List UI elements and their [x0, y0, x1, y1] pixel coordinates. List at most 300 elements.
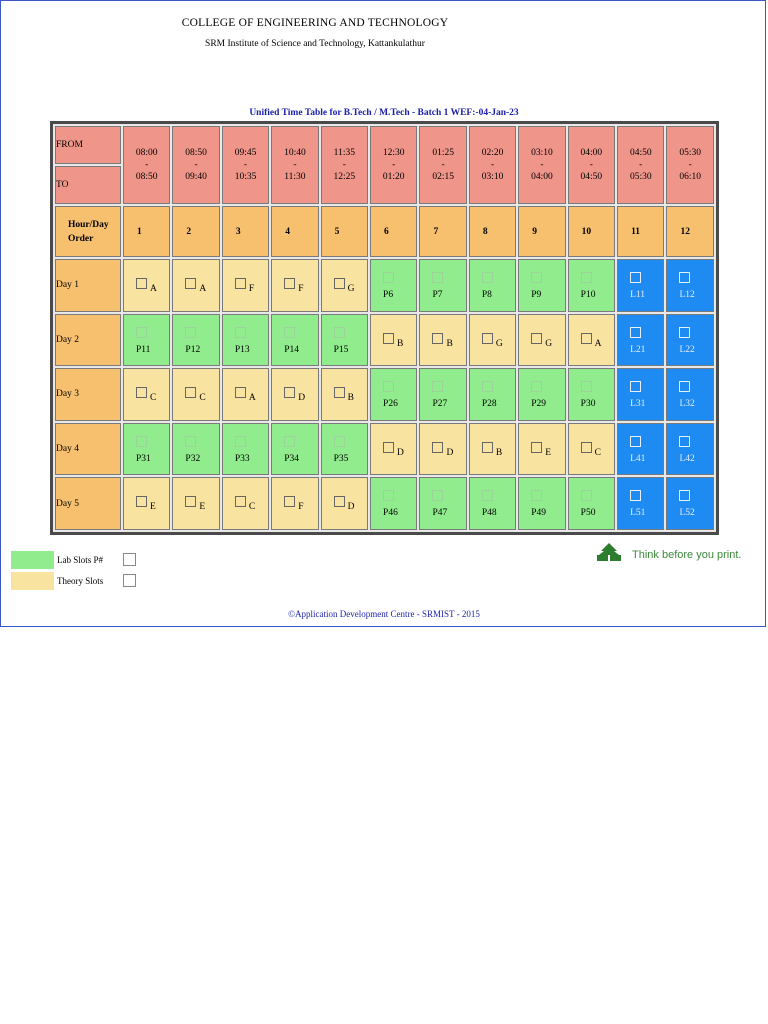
slot-code: P26 — [383, 399, 398, 410]
time-dash: - — [490, 160, 495, 171]
slot-cell[interactable] — [469, 423, 516, 476]
hour-day-order-cell — [55, 206, 121, 257]
hour-number: 12 — [680, 226, 690, 237]
slot-checkbox[interactable] — [185, 496, 196, 507]
hour-number: 9 — [532, 226, 537, 237]
slot-cell[interactable] — [222, 368, 269, 421]
time-dash: - — [392, 160, 396, 171]
slot-cell[interactable] — [419, 314, 466, 367]
slot-code: L11 — [630, 289, 646, 300]
time-dash: - — [342, 160, 346, 171]
slot-cell[interactable] — [321, 314, 368, 367]
slot-code: E — [199, 502, 206, 513]
slot-checkbox[interactable] — [531, 381, 542, 392]
tree-icon — [597, 543, 625, 563]
hour-number: 4 — [285, 226, 290, 237]
slot-cell[interactable] — [123, 314, 170, 367]
order-label-line-2: Order — [68, 233, 94, 244]
slot-checkbox[interactable] — [235, 436, 246, 447]
college-name: COLLEGE OF ENGINEERING AND TECHNOLOGY — [181, 17, 449, 29]
day-row — [55, 423, 714, 476]
time-range — [272, 147, 317, 183]
hour-number-cell — [123, 206, 170, 257]
slot-code: P29 — [531, 399, 547, 410]
slot-cell[interactable] — [666, 423, 714, 476]
time-range — [371, 147, 416, 183]
slot-checkbox[interactable] — [482, 333, 493, 344]
to-label: TO — [56, 180, 69, 191]
to-label-cell — [55, 166, 121, 204]
time-dash: - — [540, 160, 544, 171]
slot-code: D — [397, 447, 404, 458]
time-to: 04:50 — [580, 172, 603, 183]
slot-code: A — [248, 393, 256, 404]
day-label-cell — [55, 314, 121, 367]
slot-cell[interactable] — [568, 314, 615, 367]
slot-checkbox[interactable] — [235, 387, 246, 398]
slot-code: P11 — [136, 344, 151, 355]
slot-cell[interactable] — [172, 423, 219, 476]
slot-code: C — [199, 393, 206, 404]
slot-code: C — [594, 447, 601, 458]
slot-checkbox[interactable] — [383, 272, 394, 283]
slot-cell[interactable] — [123, 477, 170, 530]
time-slot-cell — [617, 126, 664, 204]
time-dash: - — [293, 160, 297, 171]
slot-checkbox[interactable] — [630, 327, 641, 338]
slot-code: P10 — [580, 289, 596, 300]
slot-checkbox[interactable] — [630, 272, 641, 283]
slot-code: P9 — [531, 289, 542, 300]
slot-code: P12 — [185, 344, 201, 355]
slot-code: P6 — [383, 289, 394, 300]
slot-checkbox[interactable] — [630, 381, 641, 392]
day-row — [55, 368, 714, 421]
slot-code: A — [594, 338, 602, 349]
time-dash: - — [639, 160, 643, 171]
slot-code: L31 — [630, 399, 646, 410]
time-dash: - — [194, 160, 198, 171]
time-range — [173, 147, 218, 183]
time-to: 08:50 — [135, 172, 158, 183]
slot-cell[interactable] — [321, 368, 368, 421]
slot-cell[interactable] — [123, 368, 170, 421]
day-row — [55, 314, 714, 367]
time-from: 12:30 — [382, 148, 405, 159]
time-slot-cell — [518, 126, 565, 204]
slot-code: P7 — [432, 289, 443, 300]
slot-cell[interactable] — [271, 259, 318, 312]
slot-cell[interactable] — [222, 423, 269, 476]
slot-cell[interactable] — [172, 368, 219, 421]
slot-cell[interactable] — [222, 477, 269, 530]
day-label-cell — [55, 368, 121, 421]
order-label-line-1: Hour/Day — [68, 219, 109, 230]
slot-cell[interactable] — [617, 314, 664, 367]
hour-order-row — [55, 206, 714, 257]
slot-cell[interactable] — [271, 314, 318, 367]
slot-cell[interactable] — [321, 477, 368, 530]
hour-number-cell — [222, 206, 269, 257]
slot-code: P15 — [333, 344, 349, 355]
day-row — [55, 477, 714, 530]
slot-cell[interactable] — [469, 368, 516, 421]
legend-theory — [11, 572, 151, 590]
slot-checkbox[interactable] — [383, 333, 394, 344]
time-to: 09:40 — [185, 172, 207, 183]
day-label: Day 1 — [56, 280, 79, 291]
slot-checkbox[interactable] — [531, 272, 542, 283]
time-header-row — [55, 126, 714, 164]
slot-checkbox[interactable] — [482, 272, 493, 283]
time-range — [223, 147, 268, 183]
slot-checkbox[interactable] — [383, 490, 394, 501]
slot-cell[interactable] — [518, 477, 565, 530]
slot-code: L32 — [679, 399, 695, 410]
from-label-cell — [55, 126, 121, 164]
time-dash: - — [441, 160, 445, 171]
time-slot-cell — [123, 126, 170, 204]
slot-code: B — [495, 447, 503, 458]
time-from: 03:10 — [531, 148, 553, 159]
time-slot-cell — [469, 126, 516, 204]
time-from: 08:00 — [135, 148, 158, 159]
time-from: 01:25 — [432, 148, 454, 159]
slot-cell[interactable] — [518, 259, 565, 312]
slot-checkbox[interactable] — [136, 436, 147, 447]
slot-checkbox[interactable] — [581, 381, 592, 392]
slot-cell[interactable] — [518, 368, 565, 421]
slot-cell[interactable] — [419, 368, 466, 421]
slot-code: L21 — [630, 344, 646, 355]
slot-code: F — [298, 502, 304, 513]
slot-code: P35 — [333, 453, 349, 464]
slot-checkbox[interactable] — [334, 327, 345, 338]
hour-number-cell — [271, 206, 318, 257]
slot-code: P14 — [284, 344, 300, 355]
slot-code: P27 — [432, 399, 448, 410]
timetable — [53, 124, 716, 532]
slot-checkbox[interactable] — [383, 442, 394, 453]
slot-checkbox[interactable] — [581, 490, 592, 501]
slot-checkbox[interactable] — [185, 278, 196, 289]
day-label-cell — [55, 259, 121, 312]
slot-code: L51 — [630, 508, 646, 519]
slot-checkbox[interactable] — [432, 272, 443, 283]
hour-day-order-label — [56, 218, 120, 246]
slot-code: D — [446, 447, 454, 458]
slot-code: A — [150, 283, 157, 294]
from-label: FROM — [56, 140, 83, 151]
time-to: 04:00 — [531, 172, 553, 183]
hour-number-cell — [370, 206, 417, 257]
slot-code: L41 — [630, 453, 646, 464]
slot-cell[interactable] — [172, 259, 219, 312]
time-from: 04:00 — [580, 148, 603, 159]
time-dash: - — [145, 160, 149, 171]
time-to: 02:15 — [432, 172, 454, 183]
slot-cell[interactable] — [568, 477, 615, 530]
time-from: 02:20 — [481, 148, 504, 159]
hour-number-cell — [172, 206, 219, 257]
slot-code: P13 — [234, 344, 250, 355]
time-from: 04:50 — [629, 148, 652, 159]
slot-checkbox[interactable] — [284, 496, 295, 507]
slot-checkbox[interactable] — [482, 490, 493, 501]
hour-number: 7 — [433, 226, 439, 237]
slot-code: P47 — [432, 508, 448, 519]
slot-checkbox[interactable] — [185, 387, 196, 398]
slot-code: P49 — [531, 508, 547, 519]
time-to: 11:30 — [284, 172, 306, 183]
time-to: 01:20 — [382, 172, 405, 183]
legend-lab-label: Lab Slots P# — [57, 555, 104, 565]
hour-number-cell — [469, 206, 516, 257]
slot-checkbox[interactable] — [581, 442, 592, 453]
time-range — [618, 147, 663, 183]
hour-number: 2 — [186, 226, 192, 237]
time-slot-cell — [321, 126, 368, 204]
slot-checkbox[interactable] — [482, 442, 493, 453]
slot-cell[interactable] — [123, 423, 170, 476]
slot-cell[interactable] — [370, 314, 417, 367]
slot-checkbox[interactable] — [334, 278, 345, 289]
lab-swatch — [11, 551, 54, 569]
slot-checkbox[interactable] — [235, 278, 246, 289]
slot-cell[interactable] — [666, 259, 714, 312]
slot-cell[interactable] — [666, 368, 714, 421]
slot-checkbox[interactable] — [630, 436, 641, 447]
hour-number: 11 — [631, 226, 641, 237]
slot-cell[interactable] — [370, 368, 417, 421]
slot-checkbox[interactable] — [136, 496, 147, 507]
slot-code: P33 — [234, 453, 250, 464]
hour-number: 5 — [334, 226, 340, 237]
slot-cell[interactable] — [370, 477, 417, 530]
legend-lab-checkbox[interactable] — [123, 553, 136, 566]
legend-lab — [11, 551, 151, 569]
slot-cell[interactable] — [617, 368, 664, 421]
slot-cell[interactable] — [518, 314, 565, 367]
day-label-cell — [55, 423, 121, 476]
slot-cell[interactable] — [222, 259, 269, 312]
time-dash: - — [243, 160, 248, 171]
time-range — [667, 147, 713, 183]
slot-cell[interactable] — [617, 259, 664, 312]
slot-cell[interactable] — [271, 423, 318, 476]
slot-checkbox[interactable] — [334, 496, 345, 507]
slot-code: L12 — [679, 289, 695, 300]
slot-checkbox[interactable] — [581, 333, 592, 344]
day-label: Day 2 — [56, 334, 79, 345]
slot-cell[interactable] — [271, 477, 318, 530]
slot-checkbox[interactable] — [679, 327, 690, 338]
slot-cell[interactable] — [568, 368, 615, 421]
slot-checkbox[interactable] — [383, 381, 394, 392]
slot-cell[interactable] — [469, 314, 516, 367]
print-notice-text: Think before you print. — [632, 549, 742, 561]
slot-code: B — [347, 393, 354, 404]
slot-cell[interactable] — [419, 259, 466, 312]
time-from: 08:50 — [185, 148, 207, 159]
hour-number: 10 — [581, 226, 592, 237]
day-label: Day 4 — [56, 444, 79, 455]
slot-cell[interactable] — [617, 477, 664, 530]
slot-code: B — [397, 338, 404, 349]
time-to: 06:10 — [679, 172, 702, 183]
day-label: Day 5 — [56, 498, 79, 509]
time-range — [322, 147, 367, 183]
time-to: 05:30 — [629, 172, 652, 183]
time-to: 03:10 — [481, 172, 504, 183]
slot-cell[interactable] — [123, 259, 170, 312]
time-slot-cell — [666, 126, 714, 204]
slot-cell[interactable] — [419, 477, 466, 530]
slot-checkbox[interactable] — [185, 327, 196, 338]
slot-code: F — [248, 283, 255, 294]
hour-number-cell — [617, 206, 664, 257]
time-to: 12:25 — [333, 172, 356, 183]
time-to: 10:35 — [234, 172, 257, 183]
timetable-container — [50, 121, 719, 535]
slot-checkbox[interactable] — [235, 496, 246, 507]
slot-checkbox[interactable] — [432, 490, 443, 501]
legend-theory-label: Theory Slots — [57, 576, 104, 586]
slot-checkbox[interactable] — [284, 387, 295, 398]
time-range — [124, 147, 169, 183]
slot-checkbox[interactable] — [284, 436, 295, 447]
time-dash: - — [688, 160, 692, 171]
slot-checkbox[interactable] — [531, 442, 542, 453]
hour-number-cell — [419, 206, 466, 257]
time-range — [519, 147, 564, 183]
slot-checkbox[interactable] — [679, 490, 690, 501]
legend-theory-checkbox[interactable] — [123, 574, 136, 587]
time-slot-cell — [222, 126, 269, 204]
time-dash: - — [589, 160, 593, 171]
slot-checkbox[interactable] — [136, 327, 147, 338]
slot-cell[interactable] — [321, 423, 368, 476]
slot-code: L42 — [679, 453, 695, 464]
slot-cell[interactable] — [666, 477, 714, 530]
slot-code: C — [150, 393, 157, 404]
slot-checkbox[interactable] — [679, 381, 690, 392]
slot-cell[interactable] — [419, 423, 466, 476]
theory-swatch — [11, 572, 54, 590]
slot-cell[interactable] — [617, 423, 664, 476]
slot-code: G — [495, 338, 503, 349]
slot-cell[interactable] — [271, 368, 318, 421]
slot-cell[interactable] — [568, 259, 615, 312]
slot-code: D — [298, 393, 306, 404]
timetable-title: Unified Time Table for B.Tech / M.Tech - Batch 1 WEF:-04-Jan-23 — [249, 108, 519, 118]
slot-cell[interactable] — [172, 477, 219, 530]
slot-checkbox[interactable] — [432, 333, 443, 344]
time-slot-cell — [568, 126, 615, 204]
slot-code: B — [446, 338, 453, 349]
slot-checkbox[interactable] — [531, 490, 542, 501]
slot-checkbox[interactable] — [284, 327, 295, 338]
slot-checkbox[interactable] — [334, 436, 345, 447]
slot-code: P28 — [481, 399, 497, 410]
hour-number: 1 — [137, 226, 142, 237]
slot-cell[interactable] — [222, 314, 269, 367]
slot-checkbox[interactable] — [136, 387, 147, 398]
print-notice — [597, 543, 757, 563]
slot-code: P32 — [185, 453, 201, 464]
slot-code: A — [199, 283, 207, 294]
slot-code: P46 — [383, 508, 398, 519]
slot-checkbox[interactable] — [482, 381, 493, 392]
slot-checkbox[interactable] — [630, 490, 641, 501]
slot-cell[interactable] — [666, 314, 714, 367]
slot-checkbox[interactable] — [334, 387, 345, 398]
slot-checkbox[interactable] — [679, 436, 690, 447]
slot-code: F — [298, 283, 304, 294]
hour-number-cell — [568, 206, 615, 257]
slot-code: P8 — [481, 289, 492, 300]
time-from: 10:40 — [284, 148, 306, 159]
slot-cell[interactable] — [469, 259, 516, 312]
slot-code: G — [545, 338, 553, 349]
time-from: 11:35 — [333, 148, 355, 159]
slot-checkbox[interactable] — [235, 327, 246, 338]
slot-code: C — [248, 502, 256, 513]
time-range — [569, 147, 614, 183]
slot-checkbox[interactable] — [185, 436, 196, 447]
time-from: 05:30 — [679, 148, 702, 159]
time-slot-cell — [172, 126, 219, 204]
slot-code: D — [347, 502, 355, 513]
slot-code: P34 — [284, 453, 300, 464]
time-range — [420, 147, 465, 183]
hour-number: 8 — [482, 226, 488, 237]
slot-cell[interactable] — [370, 423, 417, 476]
slot-checkbox[interactable] — [136, 278, 147, 289]
slot-code: P31 — [136, 453, 151, 464]
slot-code: P48 — [481, 508, 497, 519]
slot-checkbox[interactable] — [679, 272, 690, 283]
slot-cell[interactable] — [518, 423, 565, 476]
slot-checkbox[interactable] — [432, 442, 443, 453]
slot-checkbox[interactable] — [581, 272, 592, 283]
hour-number: 3 — [235, 226, 241, 237]
slot-checkbox[interactable] — [531, 333, 542, 344]
slot-cell[interactable] — [370, 259, 417, 312]
slot-checkbox[interactable] — [284, 278, 295, 289]
slot-code: P30 — [580, 399, 596, 410]
slot-code: L22 — [679, 344, 695, 355]
slot-cell[interactable] — [568, 423, 615, 476]
day-label-cell — [55, 477, 121, 530]
slot-cell[interactable] — [469, 477, 516, 530]
institute-name: SRM Institute of Science and Technology, Kattankulathur — [205, 39, 425, 49]
footer-credit: ©Application Development Centre - SRMIST - 2015 — [288, 609, 480, 619]
hour-number-cell — [666, 206, 714, 257]
slot-code: E — [150, 502, 156, 513]
slot-cell[interactable] — [172, 314, 219, 367]
time-range — [470, 147, 515, 183]
slot-code: E — [545, 447, 552, 458]
slot-code: G — [347, 283, 355, 294]
time-from: 09:45 — [234, 148, 257, 159]
slot-checkbox[interactable] — [432, 381, 443, 392]
slot-cell[interactable] — [321, 259, 368, 312]
slot-code: P50 — [580, 508, 596, 519]
hour-number: 6 — [384, 226, 389, 237]
hour-number-cell — [321, 206, 368, 257]
time-slot-cell — [370, 126, 417, 204]
